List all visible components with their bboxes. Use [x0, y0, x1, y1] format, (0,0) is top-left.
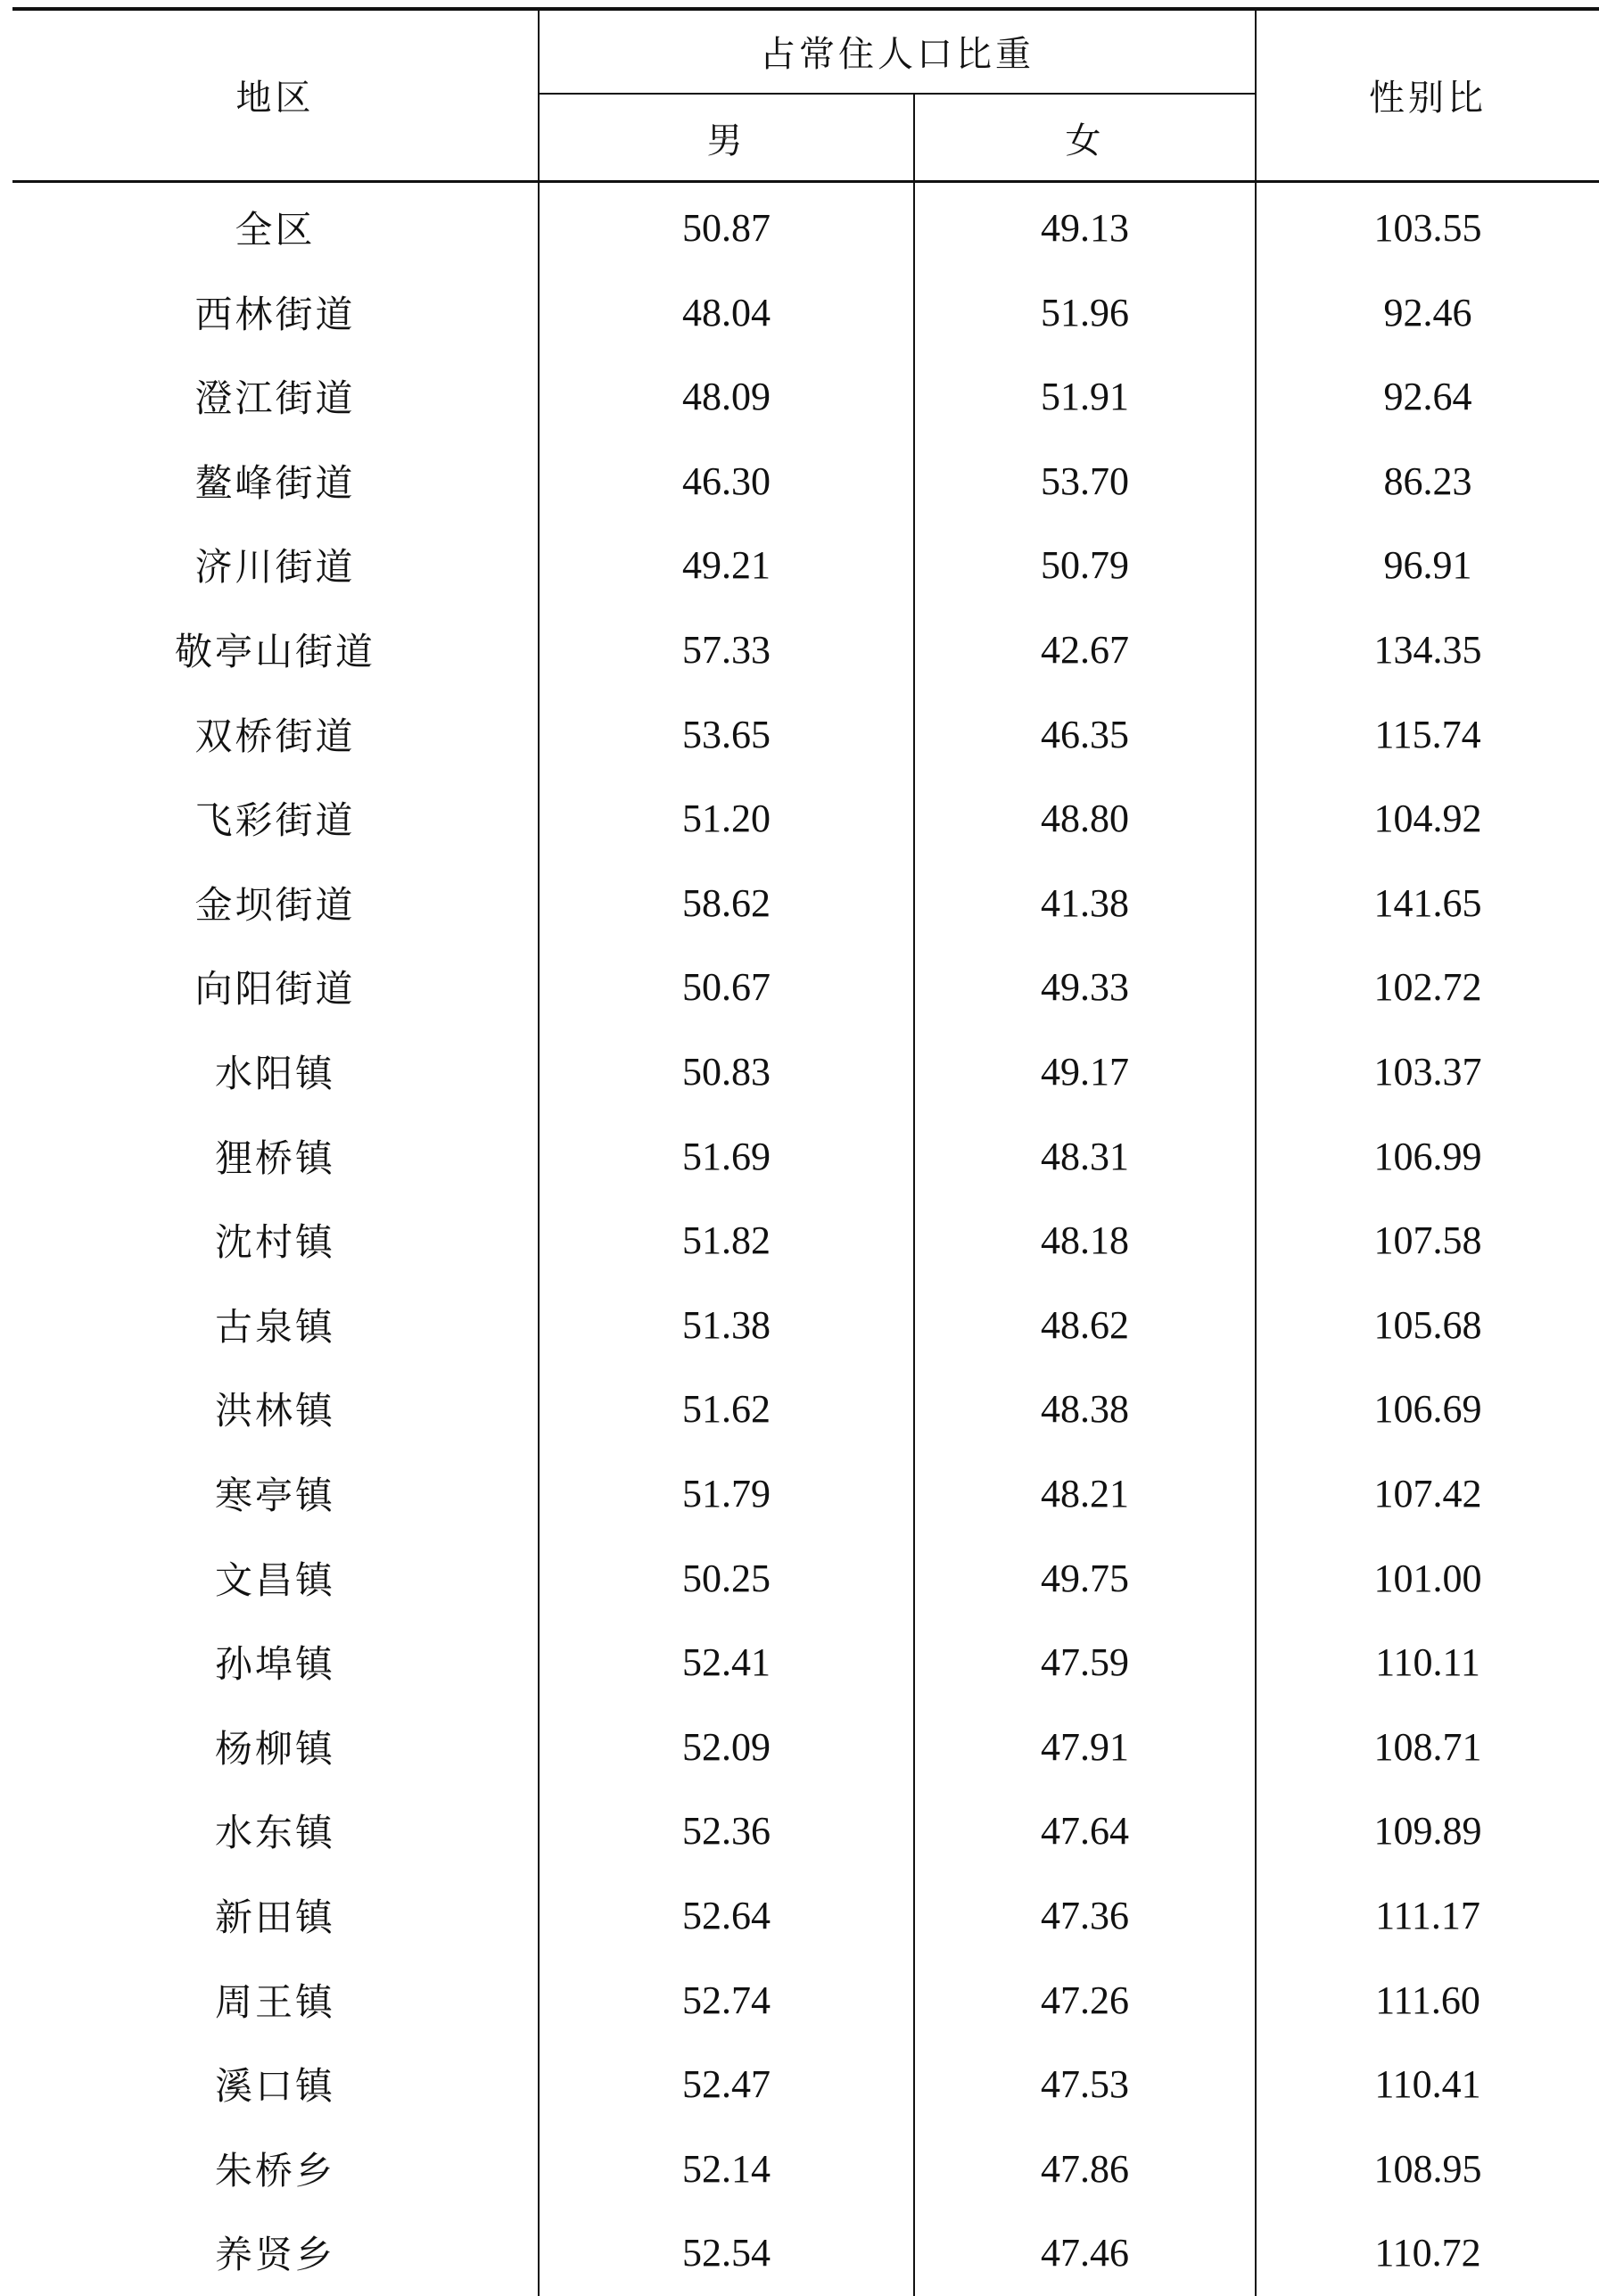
- cell-region: 周王镇: [214, 1980, 335, 2024]
- cell-female: 53.70: [1041, 458, 1129, 503]
- cell-female: 49.13: [1041, 205, 1129, 250]
- cell-female: 48.62: [1041, 1302, 1129, 1347]
- header-male: 男: [706, 120, 746, 161]
- cell-male: 50.83: [682, 1049, 771, 1094]
- cell-sex-ratio: 96.91: [1383, 542, 1472, 587]
- cell-male: 50.25: [682, 1556, 771, 1600]
- cell-sex-ratio: 110.11: [1375, 1639, 1480, 1684]
- cell-region: 向阳街道: [194, 967, 356, 1011]
- cell-male: 58.62: [682, 880, 771, 925]
- cell-sex-ratio: 104.92: [1373, 796, 1482, 840]
- cell-female: 48.21: [1041, 1471, 1129, 1516]
- cell-male: 50.87: [682, 205, 771, 250]
- cell-sex-ratio: 107.42: [1373, 1471, 1482, 1516]
- cell-region: 澄江街道: [194, 376, 356, 420]
- cell-female: 51.96: [1041, 290, 1129, 334]
- cell-female: 48.18: [1041, 1218, 1129, 1262]
- cell-region: 杨柳镇: [214, 1727, 335, 1771]
- cell-male: 52.64: [682, 1893, 771, 1937]
- cell-male: 49.21: [682, 542, 771, 587]
- header-region: 地区: [235, 77, 315, 119]
- cell-male: 52.36: [682, 1808, 771, 1853]
- cell-sex-ratio: 108.71: [1373, 1724, 1482, 1769]
- cell-male: 48.04: [682, 290, 771, 334]
- cell-region: 水东镇: [214, 1811, 335, 1854]
- cell-male: 51.62: [682, 1386, 771, 1431]
- cell-sex-ratio: 86.23: [1383, 458, 1472, 503]
- cell-region: 鳌峰街道: [194, 461, 356, 505]
- header-bottom-rule: [12, 180, 1599, 183]
- header-share: 占常住人口比重: [760, 33, 1034, 75]
- cell-region: 朱桥乡: [214, 2149, 335, 2193]
- cell-male: 51.82: [682, 1218, 771, 1262]
- cell-male: 50.67: [682, 964, 771, 1009]
- cell-sex-ratio: 110.41: [1374, 2061, 1481, 2106]
- cell-sex-ratio: 106.69: [1373, 1386, 1482, 1431]
- cell-region: 溪口镇: [214, 2064, 335, 2108]
- cell-male: 46.30: [682, 458, 771, 503]
- cell-female: 51.91: [1041, 374, 1129, 418]
- cell-sex-ratio: 134.35: [1373, 627, 1482, 672]
- cell-male: 52.54: [682, 2230, 771, 2275]
- cell-female: 49.75: [1041, 1556, 1129, 1600]
- cell-region: 文昌镇: [214, 1558, 335, 1602]
- cell-sex-ratio: 103.37: [1373, 1049, 1482, 1094]
- cell-region: 金坝街道: [194, 883, 356, 927]
- cell-male: 52.41: [682, 1639, 771, 1684]
- cell-female: 47.26: [1041, 1978, 1129, 2022]
- cell-female: 50.79: [1041, 542, 1129, 587]
- header-female: 女: [1065, 120, 1105, 161]
- cell-sex-ratio: 92.64: [1383, 374, 1472, 418]
- cell-male: 52.14: [682, 2146, 771, 2191]
- cell-region: 养贤乡: [214, 2233, 335, 2276]
- cell-region: 济川街道: [194, 545, 356, 589]
- cell-female: 47.53: [1041, 2061, 1129, 2106]
- cell-region: 敬亭山街道: [174, 630, 375, 673]
- cell-region: 孙埠镇: [214, 1642, 335, 1686]
- cell-male: 52.09: [682, 1724, 771, 1769]
- cell-male: 51.20: [682, 796, 771, 840]
- cell-female: 41.38: [1041, 880, 1129, 925]
- cell-sex-ratio: 115.74: [1374, 712, 1481, 756]
- cell-male: 51.79: [682, 1471, 771, 1516]
- cell-sex-ratio: 111.60: [1375, 1978, 1480, 2022]
- cell-region: 双桥街道: [194, 714, 356, 758]
- cell-sex-ratio: 107.58: [1373, 1218, 1482, 1262]
- cell-sex-ratio: 103.55: [1373, 205, 1482, 250]
- cell-sex-ratio: 105.68: [1373, 1302, 1482, 1347]
- cell-female: 46.35: [1041, 712, 1129, 756]
- cell-region: 全区: [235, 208, 316, 252]
- header-sex-ratio: 性别比: [1369, 77, 1487, 119]
- cell-region: 新田镇: [214, 1895, 335, 1939]
- cell-female: 48.31: [1041, 1134, 1129, 1178]
- cell-region: 古泉镇: [214, 1305, 335, 1349]
- cell-female: 47.91: [1041, 1724, 1129, 1769]
- cell-female: 47.36: [1041, 1893, 1129, 1937]
- cell-male: 53.65: [682, 712, 771, 756]
- cell-male: 51.69: [682, 1134, 771, 1178]
- cell-sex-ratio: 108.95: [1373, 2146, 1482, 2191]
- cell-female: 48.38: [1041, 1386, 1129, 1431]
- cell-region: 寒亭镇: [214, 1474, 335, 1517]
- cell-male: 51.38: [682, 1302, 771, 1347]
- cell-female: 48.80: [1041, 796, 1129, 840]
- cell-sex-ratio: 92.46: [1383, 290, 1472, 334]
- cell-region: 洪林镇: [214, 1389, 335, 1433]
- cell-male: 52.47: [682, 2061, 771, 2106]
- cell-region: 沈村镇: [214, 1220, 335, 1264]
- cell-male: 57.33: [682, 627, 771, 672]
- cell-female: 49.17: [1041, 1049, 1129, 1094]
- cell-male: 52.74: [682, 1978, 771, 2022]
- cell-male: 48.09: [682, 374, 771, 418]
- cell-female: 47.59: [1041, 1639, 1129, 1684]
- cell-region: 水阳镇: [214, 1052, 335, 1095]
- cell-female: 42.67: [1041, 627, 1129, 672]
- cell-sex-ratio: 110.72: [1374, 2230, 1481, 2275]
- cell-sex-ratio: 141.65: [1373, 880, 1482, 925]
- cell-female: 47.86: [1041, 2146, 1129, 2191]
- cell-sex-ratio: 101.00: [1373, 1556, 1482, 1600]
- cell-region: 西林街道: [194, 293, 356, 336]
- cell-sex-ratio: 106.99: [1373, 1134, 1482, 1178]
- cell-female: 47.46: [1041, 2230, 1129, 2275]
- cell-sex-ratio: 111.17: [1375, 1893, 1480, 1937]
- cell-sex-ratio: 102.72: [1373, 964, 1482, 1009]
- cell-region: 狸桥镇: [214, 1136, 335, 1180]
- cell-sex-ratio: 109.89: [1373, 1808, 1482, 1853]
- cell-region: 飞彩街道: [194, 798, 356, 842]
- cell-female: 49.33: [1041, 964, 1129, 1009]
- cell-female: 47.64: [1041, 1808, 1129, 1853]
